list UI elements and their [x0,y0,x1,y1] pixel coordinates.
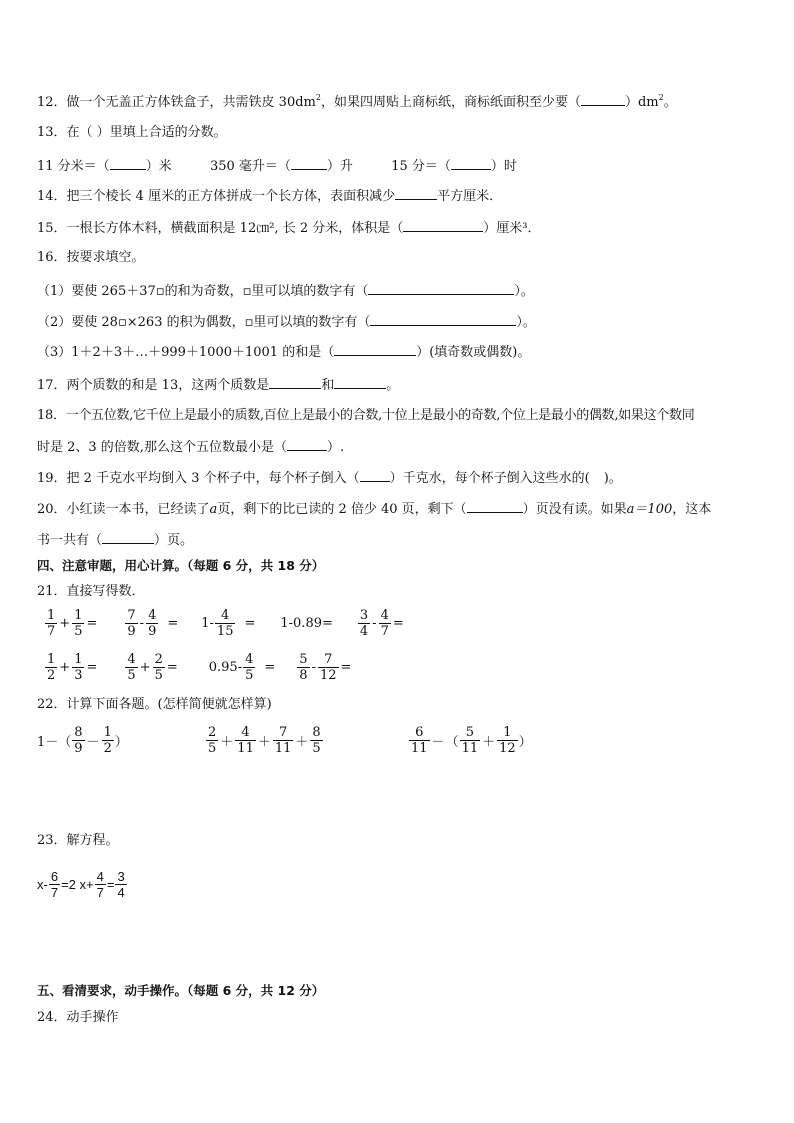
answer-blank[interactable] [269,375,321,389]
fraction: $\frac{3}{4}$ [117,868,125,900]
question-16: 16．按要求填空。 [37,250,145,265]
question-16-part-2: （2）要使 28▫×263 的积为偶数，▫里可以填的数字有（ ）。 [37,312,536,332]
question-16-part-3: （3）1＋2＋3＋…＋999＋1000＋1001 的和是（ ）(填奇数或偶数)。 [37,342,530,362]
question-15: 15．一根长方体木料，横截面积是 12㎝², 长 2 分米，体积是（ ）厘米³． [37,218,540,238]
fraction: $\frac{4}{5}$ [245,651,254,683]
answer-blank[interactable] [581,92,625,106]
fraction: $\frac{1}{3}$ [74,651,83,683]
answer-blank[interactable] [451,156,491,170]
fraction: $\frac{6}{7}$ [50,868,59,900]
answer-blank[interactable] [590,469,604,482]
fraction: $\frac{8}{5}$ [312,724,321,756]
fraction: $\frac{4}{5}$ [127,651,136,683]
question-14: 14．把三个棱长 4 厘米的正方体拼成一个长方体，表面积减少 平方厘米． [37,186,502,206]
answer-blank[interactable] [110,156,146,170]
fraction: $\frac{7}{11}$ [274,724,292,756]
fraction: $\frac{2}{5}$ [208,724,217,756]
q22-expression-3: $\frac{6}{11}$ － （ $\frac{5}{11}$ ＋ $\frac{1}{12}$ ） [411,724,532,756]
question-21: 21．直接写得数． [37,584,145,599]
fraction: $\frac{8}{9}$ [74,724,83,756]
answer-blank[interactable] [403,218,483,232]
fraction: $\frac{4}{7}$ [96,868,104,900]
fraction: $\frac{5}{11}$ [461,724,479,756]
fraction: $\frac{1}{7}$ [47,607,56,639]
fraction: $\frac{1}{12}$ [499,724,516,756]
answer-blank[interactable] [467,499,523,513]
fraction: $\frac{4}{11}$ [237,724,254,756]
fraction: $\frac{7}{9}$ [127,607,136,639]
question-18-line-2: 时是 2、3 的倍数,那么这个五位数最小是（ ）. [37,437,344,457]
question-20-line-2: 书一共有（ ）页。 [37,530,193,550]
question-13: 13．在（ ）里填上合适的分数。 [37,125,227,140]
question-20-line-1: 20．小红读一本书，已经读了a页，剩下的比已读的 2 倍少 40 页，剩下（ ）页没有读。如果a＝100，这本 [37,499,711,519]
answer-blank[interactable] [360,468,390,482]
fraction: $\frac{1}{2}$ [47,651,56,683]
q22-expression-1: 1－（ $\frac{8}{9}$ － $\frac{1}{2}$ ） [37,724,128,756]
question-13-row: 11 分米＝（ ）米 350 毫升＝（ ）升 15 分＝（ ）时 [37,156,517,176]
fraction: $\frac{3}{4}$ [359,607,369,639]
answer-blank[interactable] [334,375,386,389]
answer-blank[interactable] [334,342,416,356]
section-5-title: 五、看清要求，动手操作。（每题 6 分，共 12 分） [37,983,325,998]
fraction: $\frac{2}{5}$ [154,651,163,683]
q23-equation: x- $\frac{6}{7}$ =2 x+ $\frac{4}{7}$ = $\frac{3}{4}$ [37,868,125,900]
answer-blank[interactable] [291,156,327,170]
question-17: 17．两个质数的和是 13，这两个质数是 和 。 [37,375,399,395]
answer-blank[interactable] [370,312,516,326]
q21-row-1: $\frac{1}{7}$ + $\frac{1}{5}$ = $\frac{7}{9}$ - $\frac{4}{9}$ = 1- $\frac{4}{15}$ = 1-0.89= $\frac{3}{4}$ - $\frac{4}{7}$ = [47,607,404,639]
fraction: $\frac{1}{2}$ [103,724,112,756]
answer-blank[interactable] [287,437,327,451]
answer-blank[interactable] [395,186,437,200]
question-23: 23．解方程。 [37,833,119,848]
question-18-line-1: 18．一个五位数,它千位上是最小的质数,百位上是最小的合数,十位上是最小的奇数,个位上是最小的偶数,如果这个数同 [37,408,695,423]
fraction: $\frac{7}{12}$ [319,651,337,683]
fraction: $\frac{5}{8}$ [299,651,308,683]
q21-row-2: $\frac{1}{2}$ + $\frac{1}{3}$ = $\frac{4}{5}$ + $\frac{2}{5}$ = 0.95- $\frac{4}{5}$ = $\frac{5}{8}$ - $\frac{7}{12}$ = [47,651,352,683]
answer-blank[interactable] [102,530,154,544]
fraction: $\frac{4}{9}$ [148,607,157,639]
question-12: 12．做一个无盖正方体铁盒子，共需铁皮 $30dm^2$，如果四周贴上商标纸，商标纸面积至少要（ ）$dm^2$。 [37,93,677,110]
fraction: $\frac{4}{7}$ [380,607,389,639]
fraction: $\frac{6}{11}$ [411,724,428,756]
fraction: $\frac{4}{15}$ [216,607,234,639]
question-16-part-1: （1）要使 265＋37▫的和为奇数，▫里可以填的数字有（ ）。 [37,281,534,301]
question-24: 24．动手操作 [37,1010,119,1025]
question-22: 22．计算下面各题。(怎样简便就怎样算) [37,697,272,712]
fraction: $\frac{1}{5}$ [74,607,83,639]
question-19: 19．把 2 千克水平均倒入 3 个杯子中，每个杯子倒入（ ）千克水，每个杯子倒入这些水的( )。 [37,468,622,488]
section-4-title: 四、注意审题，用心计算。（每题 6 分，共 18 分） [37,558,325,573]
answer-blank[interactable] [368,281,514,295]
q22-expression-2: $\frac{2}{5}$ ＋ $\frac{4}{11}$ ＋ $\frac{7}{11}$ ＋ $\frac{8}{5}$ [208,724,321,756]
